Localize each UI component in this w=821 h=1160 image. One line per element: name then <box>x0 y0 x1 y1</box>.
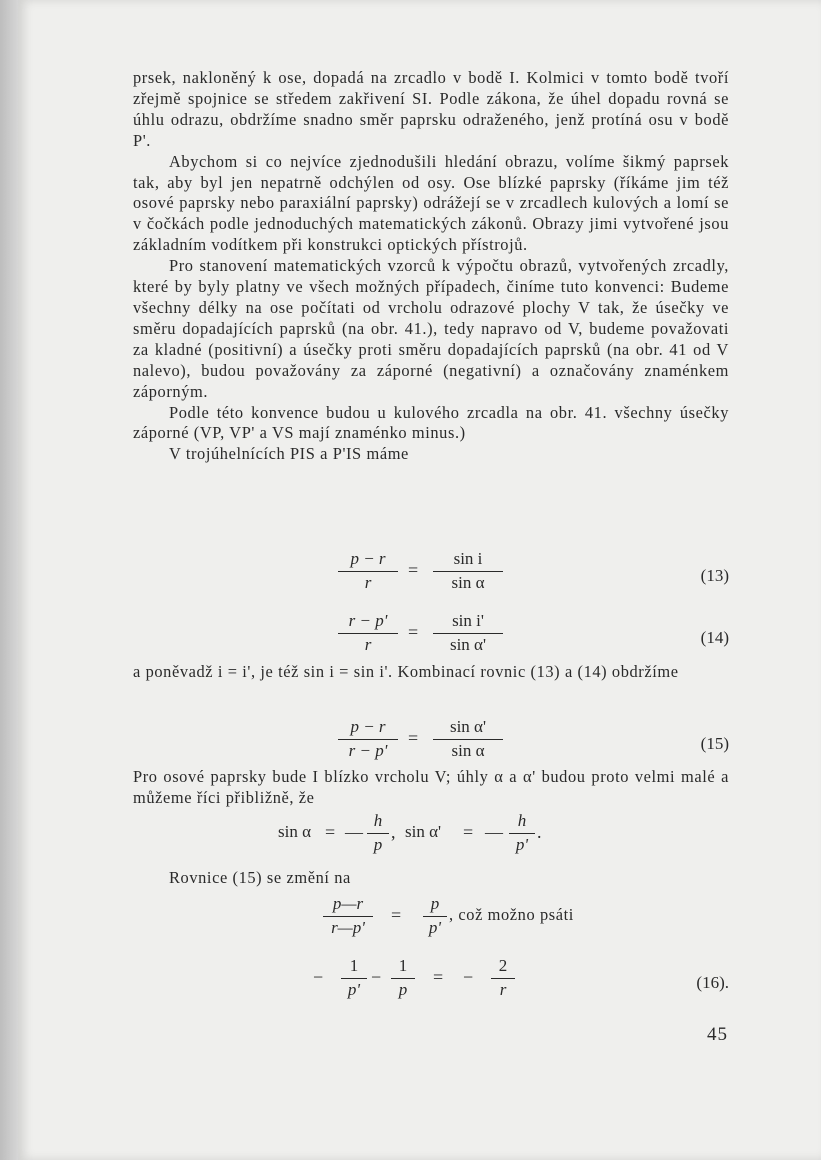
eq15-rhs-numerator: sin α' <box>449 717 487 736</box>
approx-fraction-2 <box>509 810 535 856</box>
eq16-fraction-2 <box>391 955 415 1001</box>
eq16-p: p <box>398 980 408 999</box>
body-text <box>133 68 729 465</box>
paragraph-1: prsek, nakloněný k ose, dopadá na zrcadlo v bodě I. Kolmici v tomto bodě tvoří zřejmě spojnice se středem zakřivení SI. Podle zákona, že úhel dopadu rovná se úhlu odrazu, obdržíme snadno směr paprsku odraženého, jenž protíná osu v bodě P'. <box>133 68 729 150</box>
eq13-rhs-denominator: sin α <box>451 573 485 592</box>
eq13-lhs-denominator: r <box>364 573 372 592</box>
eq16-one-1: 1 <box>349 956 359 975</box>
paragraph-6: a poněvadž i = i', je též sin i = sin i'. Kombinací rovnic (13) a (14) obdržíme <box>133 662 679 681</box>
equation-13 <box>133 548 729 600</box>
eq15-lhs-denominator: r − p' <box>348 741 388 760</box>
eq15b-lhs-fraction <box>323 893 373 939</box>
approx-fraction-1 <box>367 810 389 856</box>
eq16-equals: = <box>433 967 444 987</box>
paragraph-3: Pro stanovení matematických vzorců k výpočtu obrazů, vytvořených zrcadly, které by byly platny ve všech možných případech, činíme tuto konvenci: Budeme všechny délky na ose počítati od vrcholu odrazové plochy V tak, že úsečky ve směru dopadajících paprsků (na obr. 41.), tedy napravo od V, budeme považovati za kladné (positivní) a úsečky proti směru dopadajících paprsků (na obr. 41 od V nalevo), budou považovány za záporné (negativní) a označovány znaménkem záporným. <box>133 256 729 401</box>
approx-h-2: h <box>517 811 527 830</box>
book-spine-shadow <box>0 0 18 1160</box>
eq15-lhs-fraction <box>338 716 398 762</box>
equation-15-simplified <box>133 893 729 945</box>
eq14-lhs-denominator: r <box>364 635 372 654</box>
paragraph-7: Pro osové paprsky bude I blízko vrcholu V; úhly α a α' budou proto velmi malé a můžeme říci přibližně, že <box>133 767 729 807</box>
eq16-number: (16). <box>696 973 729 992</box>
eq15-rhs-denominator: sin α <box>451 741 485 760</box>
equation-15 <box>133 716 729 768</box>
approx-comma: , <box>391 822 396 842</box>
eq16-two: 2 <box>498 956 508 975</box>
paragraph-2: Abychom si co nejvíce zjednodušili hledání obrazu, volíme šikmý paprsek tak, aby byl jen nepatrně odchýlen od osy. Ose blízké paprsky (říkáme jim též osové paprsky nebo paraxiální paprsky) odrážejí se v zrcadlech kulových a lomí se v čočkách podle jednoduchých matematických zákonů. Obrazy jimi vytvořené jsou základním vodítkem při konstrukci optických přístrojů. <box>133 151 729 255</box>
approx-equals-1: = <box>325 822 336 842</box>
eq14-equals: = <box>408 622 419 642</box>
eq16-minus-2: − <box>371 967 382 987</box>
eq15-equals: = <box>408 728 419 748</box>
eq15-rhs-fraction <box>433 716 503 762</box>
eq15-lhs-numerator: p − r <box>350 717 386 736</box>
approx-p-prime: p' <box>515 835 529 854</box>
body-text-2 <box>133 662 729 683</box>
body-text-4 <box>133 868 729 889</box>
eq13-rhs-numerator: sin i <box>453 549 483 568</box>
eq13-lhs-numerator: p − r <box>350 549 386 568</box>
eq13-rhs-fraction <box>433 548 503 594</box>
eq14-lhs-fraction <box>338 610 398 656</box>
body-text-3 <box>133 767 729 809</box>
paragraph-8: Rovnice (15) se změní na <box>169 868 351 887</box>
eq15b-equals: = <box>391 905 402 925</box>
approx-h-1: h <box>373 811 383 830</box>
page-number: 45 <box>707 1024 728 1045</box>
paragraph-5: V trojúhelnících PIS a P'IS máme <box>169 444 409 464</box>
eq14-rhs-numerator: sin i' <box>452 611 484 630</box>
eq13-equals: = <box>408 560 419 580</box>
eq15b-rhs-numerator: p <box>430 894 440 913</box>
approx-minus-1: — <box>345 822 363 842</box>
eq13-number: (13) <box>700 566 729 585</box>
eq14-number: (14) <box>700 628 729 647</box>
eq15b-lhs-denominator: r—p' <box>331 918 365 937</box>
eq14-rhs-denominator: sin α' <box>449 635 487 654</box>
approximation <box>133 810 729 860</box>
paragraph-4: Podle této konvence budou u kulového zrcadla na obr. 41. všechny úsečky záporné (VP, VP' a VS mají znaménko minus.) <box>133 402 729 443</box>
approx-sin-alpha-prime: sin α' <box>405 822 442 841</box>
approx-sin-alpha: sin α <box>278 822 311 841</box>
eq15b-rhs-denominator: p' <box>428 918 442 937</box>
eq16-r: r <box>499 980 507 999</box>
eq15b-lhs-numerator: p—r <box>332 894 364 913</box>
eq16-one-2: 1 <box>398 956 408 975</box>
equation-16 <box>133 955 729 1007</box>
eq15b-rhs-fraction <box>423 893 447 939</box>
eq16-p-prime: p' <box>347 980 361 999</box>
eq15-number: (15) <box>700 734 729 753</box>
eq14-rhs-fraction <box>433 610 503 656</box>
approx-period: . <box>537 822 542 842</box>
eq14-lhs-numerator: r − p' <box>348 611 388 630</box>
eq15b-tail-text: , což možno psáti <box>449 905 574 924</box>
eq16-fraction-1 <box>341 955 367 1001</box>
eq13-lhs-fraction <box>338 548 398 594</box>
eq16-minus-3: − <box>463 967 474 987</box>
approx-equals-2: = <box>463 822 474 842</box>
eq16-minus-1: − <box>313 967 324 987</box>
equation-14 <box>133 610 729 662</box>
eq16-fraction-3 <box>491 955 515 1001</box>
approx-p: p <box>373 835 383 854</box>
book-page <box>18 0 821 1160</box>
approx-minus-2: — <box>485 822 503 842</box>
